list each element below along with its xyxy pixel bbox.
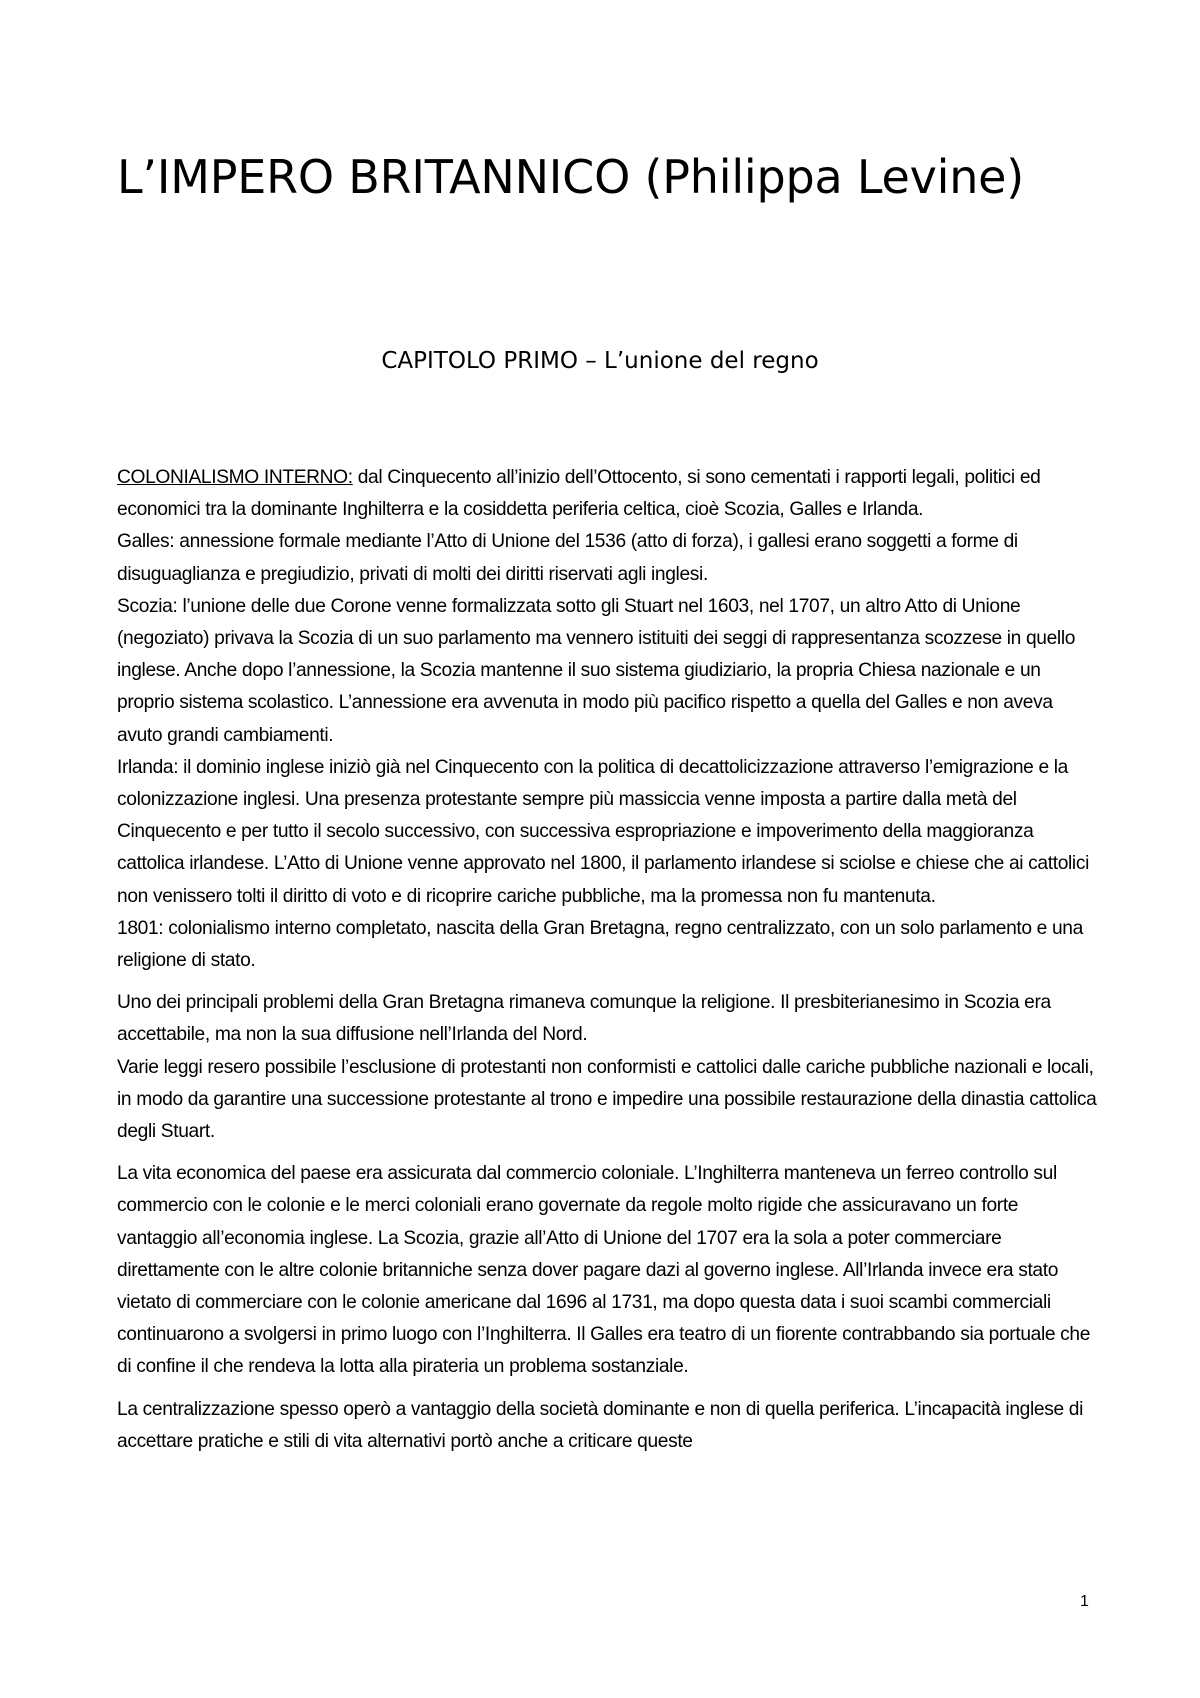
chapter-title: CAPITOLO PRIMO – L’unione del regno	[381, 348, 819, 374]
document-title: L’IMPERO BRITANNICO (Philippa Levine)	[117, 150, 1025, 204]
paragraph-centralizzazione: La centralizzazione spesso operò a vantaggio della società dominante e non di quella periferica. L’incapacità inglese di accettare pratiche e stili di vita alternativi portò anche a criticare queste	[117, 1398, 1083, 1452]
paragraph-religione: Uno dei principali problemi della Gran Bretagna rimaneva comunque la religione. Il presbiterianesimo in Scozia era accettabile, ma non la sua diffusione nell’Irlanda del Nord.	[117, 992, 1051, 1046]
paragraph-leggi: Varie leggi resero possibile l’esclusione di protestanti non conformisti e cattolici dalle cariche pubbliche nazionali e locali, in modo da garantire una successione protestante al trono e impedire una possibile restaurazione della dinastia cattolica degli Stuart.	[117, 1056, 1097, 1143]
paragraph-1801: 1801: colonialismo interno completato, nascita della Gran Bretagna, regno centralizzato, con un solo parlamento e una religione di stato.	[117, 917, 1083, 972]
paragraph-text: dal Cinquecento all’inizio dell’Ottocento, si sono cementati i rapporti legali, politici ed economici tra la dominante Inghilterra e la cosiddetta periferia celtica, cioè Scozia, Galles e Irlanda.	[117, 467, 1041, 521]
paragraph-irlanda: Irlanda: il dominio inglese iniziò già nel Cinquecento con la politica di decattolicizzazione attraverso l’emigrazione e la colonizzazione inglesi. Una presenza protestante sempre più massiccia venne imposta a partire dalla metà del Cinquecento e per tutto il secolo successivo, con successiva espropriazione e impoverimento della maggioranza cattolica irlandese. L’Atto di Unione venne approvato nel 1800, il parlamento irlandese si sciolse e chiese che ai cattolici non venissero tolti il diritto di voto e di ricoprire cariche pubbliche, ma la promessa non fu mantenuta.	[117, 756, 1090, 907]
paragraph-colonialismo-interno	[117, 462, 1102, 526]
underlined-term: COLONIALISMO INTERNO:	[117, 467, 353, 488]
paragraph-scozia: Scozia: l’unione delle due Corone venne formalizzata sotto gli Stuart nel 1603, nel 1707, un altro Atto di Unione (negoziato) privava la Scozia di un suo parlamento ma vennero istituiti dei seggi di rappresentanza scozzese in quello inglese. Anche dopo l’annessione, la Scozia mantenne il suo sistema giudiziario, la propria Chiesa nazionale e un proprio sistema scolastico. L’annessione era avvenuta in modo più pacifico rispetto a quella del Galles e non aveva avuto grandi cambiamenti.	[117, 595, 1076, 746]
document-body	[117, 462, 1102, 1458]
paragraph-galles: Galles: annessione formale mediante l’Atto di Unione del 1536 (atto di forza), i gallesi erano soggetti a forme di disuguaglianza e pregiudizio, privati di molti dei diritti riservati agli inglesi.	[117, 531, 1018, 585]
page-number: 1	[1080, 1593, 1089, 1610]
paragraph-economia: La vita economica del paese era assicurata dal commercio coloniale. L’Inghilterra manteneva un ferreo controllo sul commercio con le colonie e le merci coloniali erano governate da regole molto rigide che assicuravano un forte vantaggio all’economia inglese. La Scozia, grazie all’Atto di Unione del 1707 era la sola a poter commerciare direttamente con le altre colonie britanniche senza dover pagare dazi al governo inglese. All’Irlanda invece era stato vietato di commerciare con le colonie americane dal 1696 al 1731, ma dopo questa data i suoi scambi commerciali continuarono a svolgersi in primo luogo con l’Inghilterra. Il Galles era teatro di un fiorente contrabbando sia portuale che di confine il che rendeva la lotta alla pirateria un problema sostanziale.	[117, 1163, 1091, 1378]
